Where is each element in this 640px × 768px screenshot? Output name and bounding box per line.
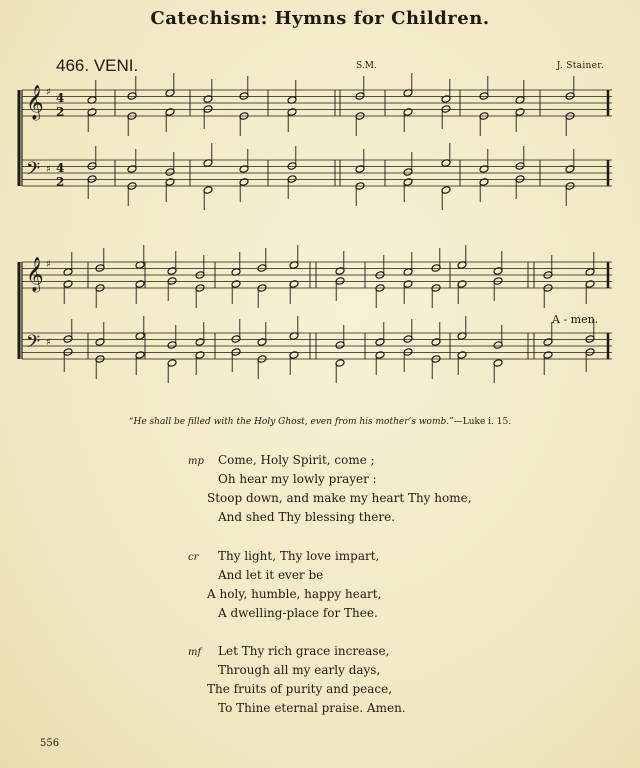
verse-line: And let it ever be <box>218 568 324 582</box>
time-signature-bottom: 2 <box>56 175 65 189</box>
verse-line: The fruits of purity and peace, <box>207 682 393 696</box>
time-signature-top: 4 <box>56 91 65 105</box>
treble-clef-icon: 𝄞 <box>26 257 44 292</box>
treble-clef-icon: 𝄞 <box>26 85 44 120</box>
verse-line: Through all my early days, <box>218 663 381 677</box>
verse-line: A holy, humble, happy heart, <box>207 587 382 601</box>
dynamic-marking: cr <box>188 552 199 563</box>
verse-line: Thy light, Thy love impart, <box>218 549 380 563</box>
scripture-quote <box>0 417 640 427</box>
verse-line: To Thine eternal praise. Amen. <box>218 701 406 715</box>
sharp-icon: ♯ <box>46 87 51 98</box>
sharp-icon: ♯ <box>46 337 51 348</box>
sharp-icon: ♯ <box>46 259 51 270</box>
verse-line: And shed Thy blessing there. <box>218 510 396 524</box>
bass-clef-icon: 𝄢 <box>26 159 41 184</box>
time-signature-bottom: 2 <box>56 105 65 119</box>
verse-line: A dwelling-place for Thee. <box>218 606 378 620</box>
composer: J. Stainer. <box>556 61 604 71</box>
dynamic-marking: mp <box>188 456 204 467</box>
hymn-number-value: 466. <box>56 56 90 75</box>
scripture-reference: —Luke i. 15. <box>453 417 512 427</box>
sharp-icon: ♯ <box>46 164 51 175</box>
verse-line: Come, Holy Spirit, come ; <box>218 453 375 467</box>
amen-lyric: A - men. <box>552 313 599 326</box>
meter: S.M. <box>356 61 377 71</box>
verse-line: Stoop down, and make my heart Thy home, <box>207 491 472 505</box>
time-signature-top: 4 <box>56 161 65 175</box>
bass-clef-icon: 𝄢 <box>26 332 41 357</box>
verse-line: Let Thy rich grace increase, <box>218 644 390 658</box>
dynamic-marking: mf <box>188 647 202 658</box>
tune-name: VENI. <box>93 56 139 75</box>
verse-line: Oh hear my lowly prayer : <box>218 472 377 486</box>
page-number: 556 <box>40 738 60 749</box>
scripture-text: “He shall be filled with the Holy Ghost, even from his mother’s womb.” <box>128 417 454 427</box>
page-header: Catechism: Hymns for Children. <box>150 8 490 29</box>
